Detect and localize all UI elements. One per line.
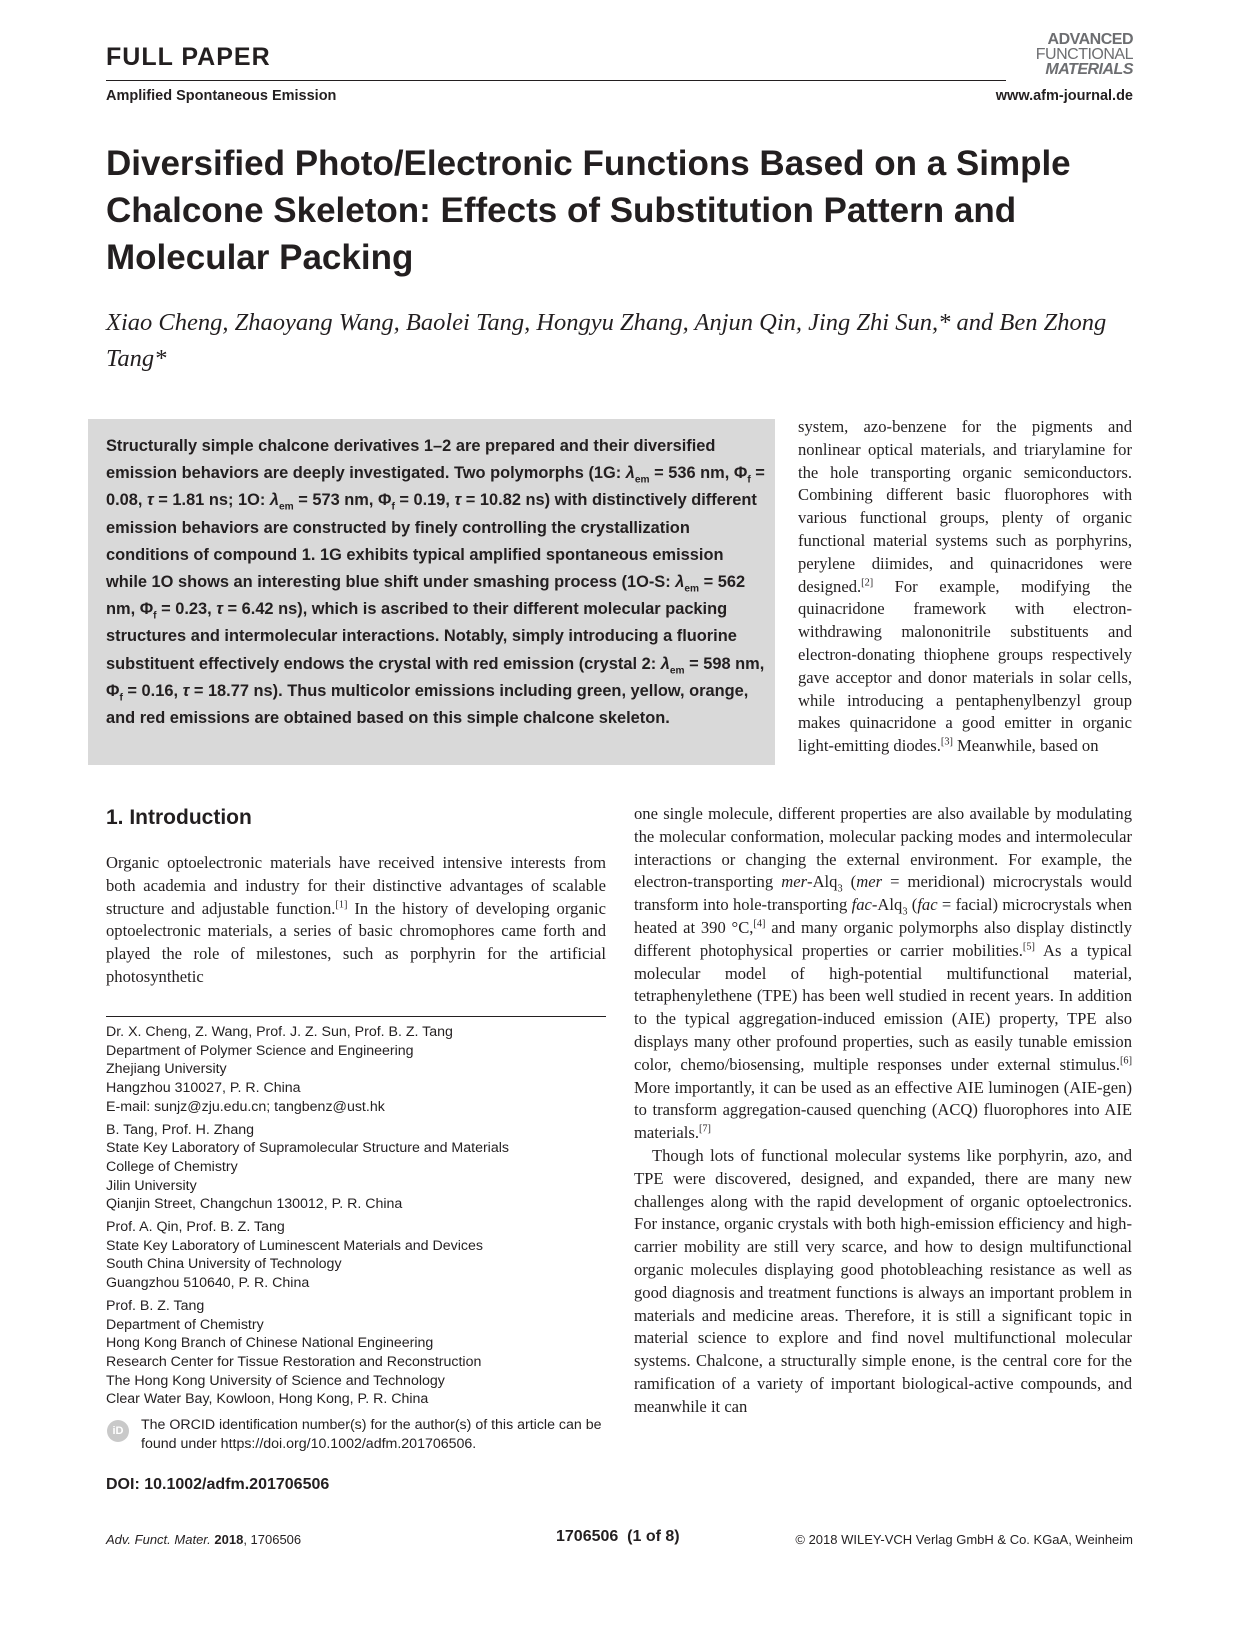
page-number: 1706506 (1 of 8) xyxy=(556,1528,680,1545)
affiliation-group: Dr. X. Cheng, Z. Wang, Prof. J. Z. Sun, Prof. B. Z. Tang Department of Polymer Science and Engineering Zhejiang University Hangzhou 310027, P. R. China E-mail: sunjz@zju.edu.cn; tangbenz@ust.hk xyxy=(106,1023,616,1117)
affiliation-rule xyxy=(106,1016,606,1017)
logo-line: FUNCTIONAL xyxy=(1035,46,1133,63)
doi-label[interactable]: DOI: 10.1002/adfm.201706506 xyxy=(106,1476,330,1493)
intro-left-text: Organic optoelectronic materials have received intensive interests from both academia and industry for their distinctive advantages of scalable structure and adjustable function.[1] In the history of developing organic optoelectronic materials, a series of basic chromophores came forth and played the role of milestones, such as porphyrin for the artificial photosynthetic xyxy=(106,853,606,986)
affiliation-group: Prof. A. Qin, Prof. B. Z. Tang State Key Laboratory of Luminescent Materials and Devices South China University of Technology Guangzhou 510640, P. R. China xyxy=(106,1219,483,1292)
citation-ref[interactable]: [7] xyxy=(698,1123,711,1135)
abstract-text: Structurally simple chalcone derivatives 1–2 are prepared and their diversified emission behaviors are deeply investigated. Two polymorphs (1G: $\lambda_{em} = 536$ nm, $\Phi_f = 0.08$, τ = 1.81 ns; 1O: $\lambda_{em} = 573$ nm, $\Phi_f = 0.19$, τ = 10.82 ns) with distinctively different emission behaviors are constructed by finely controlling the crystallization conditions of compound 1. 1G exhibits typical amplified spontaneous emission while 1O shows an interesting blue shift under smashing process (1O-S: $\lambda_{em} = 562$ nm, $\Phi_f = 0.23$, τ = 6.42 ns), which is ascribed to their different molecular packing structures and intermolecular interactions. Notably, simply introducing a fluorine substituent effectively endows the crystal with red emission (crystal 2: $\lambda_{em} = 598$ nm, $\Phi_f = 0.16$, τ = 18.77 ns). Thus multicolor emissions including green, yellow, orange, and red emissions are obtained based on this simple chalcone skeleton. xyxy=(106,437,765,728)
logo-line: MATERIALS xyxy=(1045,61,1133,78)
orcid-note[interactable]: The ORCID identification number(s) for the author(s) of this article can be found under https://doi.org/10.1002/adfm.201706506. xyxy=(141,1417,602,1452)
footer-citation: Adv. Funct. Mater. 2018, 1706506 xyxy=(106,1532,302,1547)
citation-ref[interactable]: [1] xyxy=(335,899,348,911)
section-label: FULL PAPER xyxy=(106,43,271,71)
intro-paragraph-2: Though lots of functional molecular systems like porphyrin, azo, and TPE were discovered, designed, and expanded, there are many new challenges along with the rapid development of organic optoelectronics. For instance, organic crystals with both high-emission efficiency and high-carrier mobility are still very scarce, and how to design multifunctional organic molecules displaying good photobleaching resistance as well as good diagnosis and treatment functions is always an important problem in materials and medicine areas. Therefore, it is still a significant topic in material science to explore and find novel multifunctional molecular systems. Chalcone, a structurally simple enone, is the central core for the ramification of a variety of important biological-active compounds, and meanwhile it can xyxy=(634,1145,1132,1416)
citation-ref[interactable]: [6] xyxy=(1120,1055,1132,1067)
citation-ref[interactable]: [5] xyxy=(1022,941,1035,953)
affiliations-block xyxy=(106,1023,616,1413)
topic-label: Amplified Spontaneous Emission xyxy=(106,88,337,104)
orcid-icon: iD xyxy=(107,1420,129,1442)
affiliation-group: Prof. B. Z. Tang Department of Chemistry Hong Kong Branch of Chinese National Engineering Research Center for Tissue Restoration and Reconstruction The Hong Kong University of Science and Technology Clear Water Bay, Kowloon, Hong Kong, P. R. China xyxy=(106,1297,482,1408)
section-heading-introduction: 1. Introduction xyxy=(106,806,252,829)
journal-logo xyxy=(1036,32,1133,77)
intro-right-top-text: system, azo-benzene for the pigments and nonlinear optical materials, and triarylamine for the hole transporting organic semiconductors. Combining different basic fluorophores with various functional groups, plenty of organic functional material systems such as porphyrins, perylene diimides, and quinacridones were designed.[2] For example, modifying the quinacridone framework with electron-withdrawing malononitrile substituents and electron-donating thiophene groups respectively gave acceptor and donor materials in solar cells, while introducing a pentaphenylbenzyl group makes quinacridone a good emitter in organic light-emitting diodes.[3] Meanwhile, based on xyxy=(798,417,1132,756)
citation-ref[interactable]: [4] xyxy=(753,918,766,930)
author-list: Xiao Cheng, Zhaoyang Wang, Baolei Tang, Hongyu Zhang, Anjun Qin, Jing Zhi Sun,* and Ben Zhong Tang* xyxy=(106,309,1107,372)
copyright-notice: © 2018 WILEY-VCH Verlag GmbH & Co. KGaA, Weinheim xyxy=(795,1532,1133,1547)
contact-email[interactable]: E-mail: sunjz@zju.edu.cn; tangbenz@ust.hk xyxy=(106,1098,385,1115)
article-title: Diversified Photo/Electronic Functions Based on a Simple Chalcone Skeleton: Effects of Substitution Pattern and Molecular Packing xyxy=(106,144,1071,277)
citation-ref[interactable]: [2] xyxy=(861,577,874,589)
intro-right-main-text: one single molecule, different properties are also available by modulating the molecular conformation, molecular packing modes and intermolecular interactions or changing the external environment. For example, the electron-transporting mer-Alq$_3$ (mer = meridional) microcrystals would transform into hole-transporting fac-Alq$_3$ (fac = facial) microcrystals when heated at 390 °C,[4] and many organic polymorphs also display distinctly different photophysical properties or carrier mobilities.[5] As a typical molecular model of high-potential multifunctional material, tetraphenylethene (TPE) has been well studied in recent years. In addition to the typical aggregation-induced emission (AIE) property, TPE also displays many other profound properties, such as easily tunable emission color, chemo/biosensing, multiple responses under external stimulus.[6] More importantly, it can be used as an effective AIE luminogen (AIE-gen) to transform aggregation-caused quenching (ACQ) fluorophores into AIE materials.[7] Though lots of functional molecular systems like porphyrin, azo, and TPE were discovered, designed, and expanded, there are many new challenges along with the rapid development of organic optoelectronics. For instance, organic crystals with both high-emission efficiency and high-carrier mobility are still very scarce, and how to design multifunctional organic molecules displaying good photobleaching resistance as well as good diagnosis and treatment functions is always an important problem in materials and medicine areas. Therefore, it is still a significant topic in material science to explore and find novel multifunctional molecular systems. Chalcone, a structurally simple enone, is the central core for the ramification of a variety of important biological-active compounds, and meanwhile it can xyxy=(634,803,1132,1419)
affiliation-group: B. Tang, Prof. H. Zhang State Key Laboratory of Supramolecular Structure and Materials College of Chemistry Jilin University Qianjin Street, Changchun 130012, P. R. China xyxy=(106,1121,509,1213)
citation-ref[interactable]: [3] xyxy=(940,736,953,748)
journal-url-link[interactable]: www.afm-journal.de xyxy=(995,88,1133,104)
header-rule xyxy=(106,80,1006,81)
logo-line: ADVANCED xyxy=(1047,31,1133,48)
